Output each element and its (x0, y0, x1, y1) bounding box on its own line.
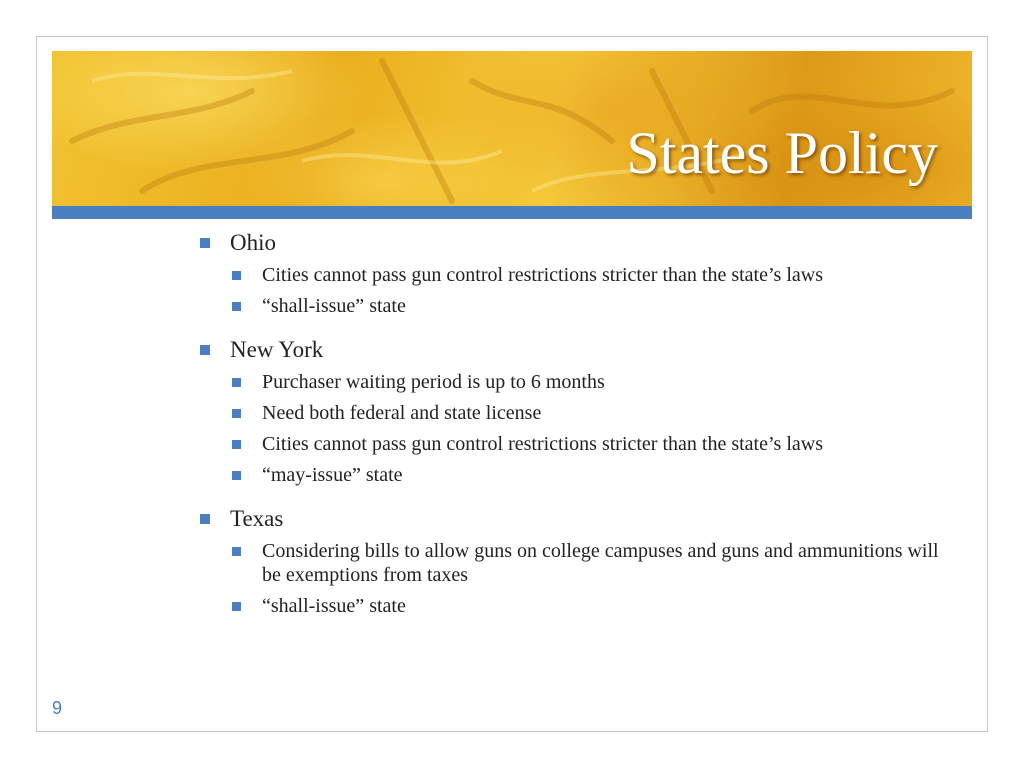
square-bullet-icon (232, 547, 241, 556)
list-item-text: Purchaser waiting period is up to 6 months (262, 371, 605, 393)
list-item (230, 594, 958, 618)
list-item-text: Cities cannot pass gun control restrictions stricter than the state’s laws (262, 264, 823, 286)
sub-list (230, 263, 958, 318)
list-item-text: Cities cannot pass gun control restrictions stricter than the state’s laws (262, 433, 823, 455)
list-item (230, 463, 958, 487)
sub-list (230, 370, 958, 487)
section-new-york (198, 336, 958, 487)
bullet-list (198, 229, 958, 618)
square-bullet-icon (232, 440, 241, 449)
square-bullet-icon (232, 378, 241, 387)
square-bullet-icon (232, 302, 241, 311)
list-item (230, 539, 958, 587)
list-item-text: Considering bills to allow guns on college campuses and guns and ammunitions will be exemptions from taxes (262, 540, 939, 586)
section-heading: Ohio (230, 230, 276, 255)
accent-bar (52, 206, 972, 219)
square-bullet-icon (232, 271, 241, 280)
list-item (230, 294, 958, 318)
list-item-text: “may-issue” state (262, 464, 403, 486)
list-item-text: “shall-issue” state (262, 295, 406, 317)
list-item (230, 401, 958, 425)
square-bullet-icon (232, 602, 241, 611)
title-banner (52, 51, 972, 206)
list-item (230, 263, 958, 287)
list-item (230, 432, 958, 456)
sub-list (230, 539, 958, 618)
list-item-text: “shall-issue” state (262, 595, 406, 617)
list-item (230, 370, 958, 394)
square-bullet-icon (200, 514, 210, 524)
section-ohio (198, 229, 958, 318)
square-bullet-icon (232, 409, 241, 418)
slide-number: 9 (52, 698, 63, 718)
square-bullet-icon (200, 345, 210, 355)
section-heading: Texas (230, 506, 284, 531)
square-bullet-icon (200, 238, 210, 248)
list-item-text: Need both federal and state license (262, 402, 542, 424)
section-heading: New York (230, 337, 324, 362)
square-bullet-icon (232, 471, 241, 480)
section-texas (198, 505, 958, 618)
slide-title: States Policy (626, 120, 938, 186)
